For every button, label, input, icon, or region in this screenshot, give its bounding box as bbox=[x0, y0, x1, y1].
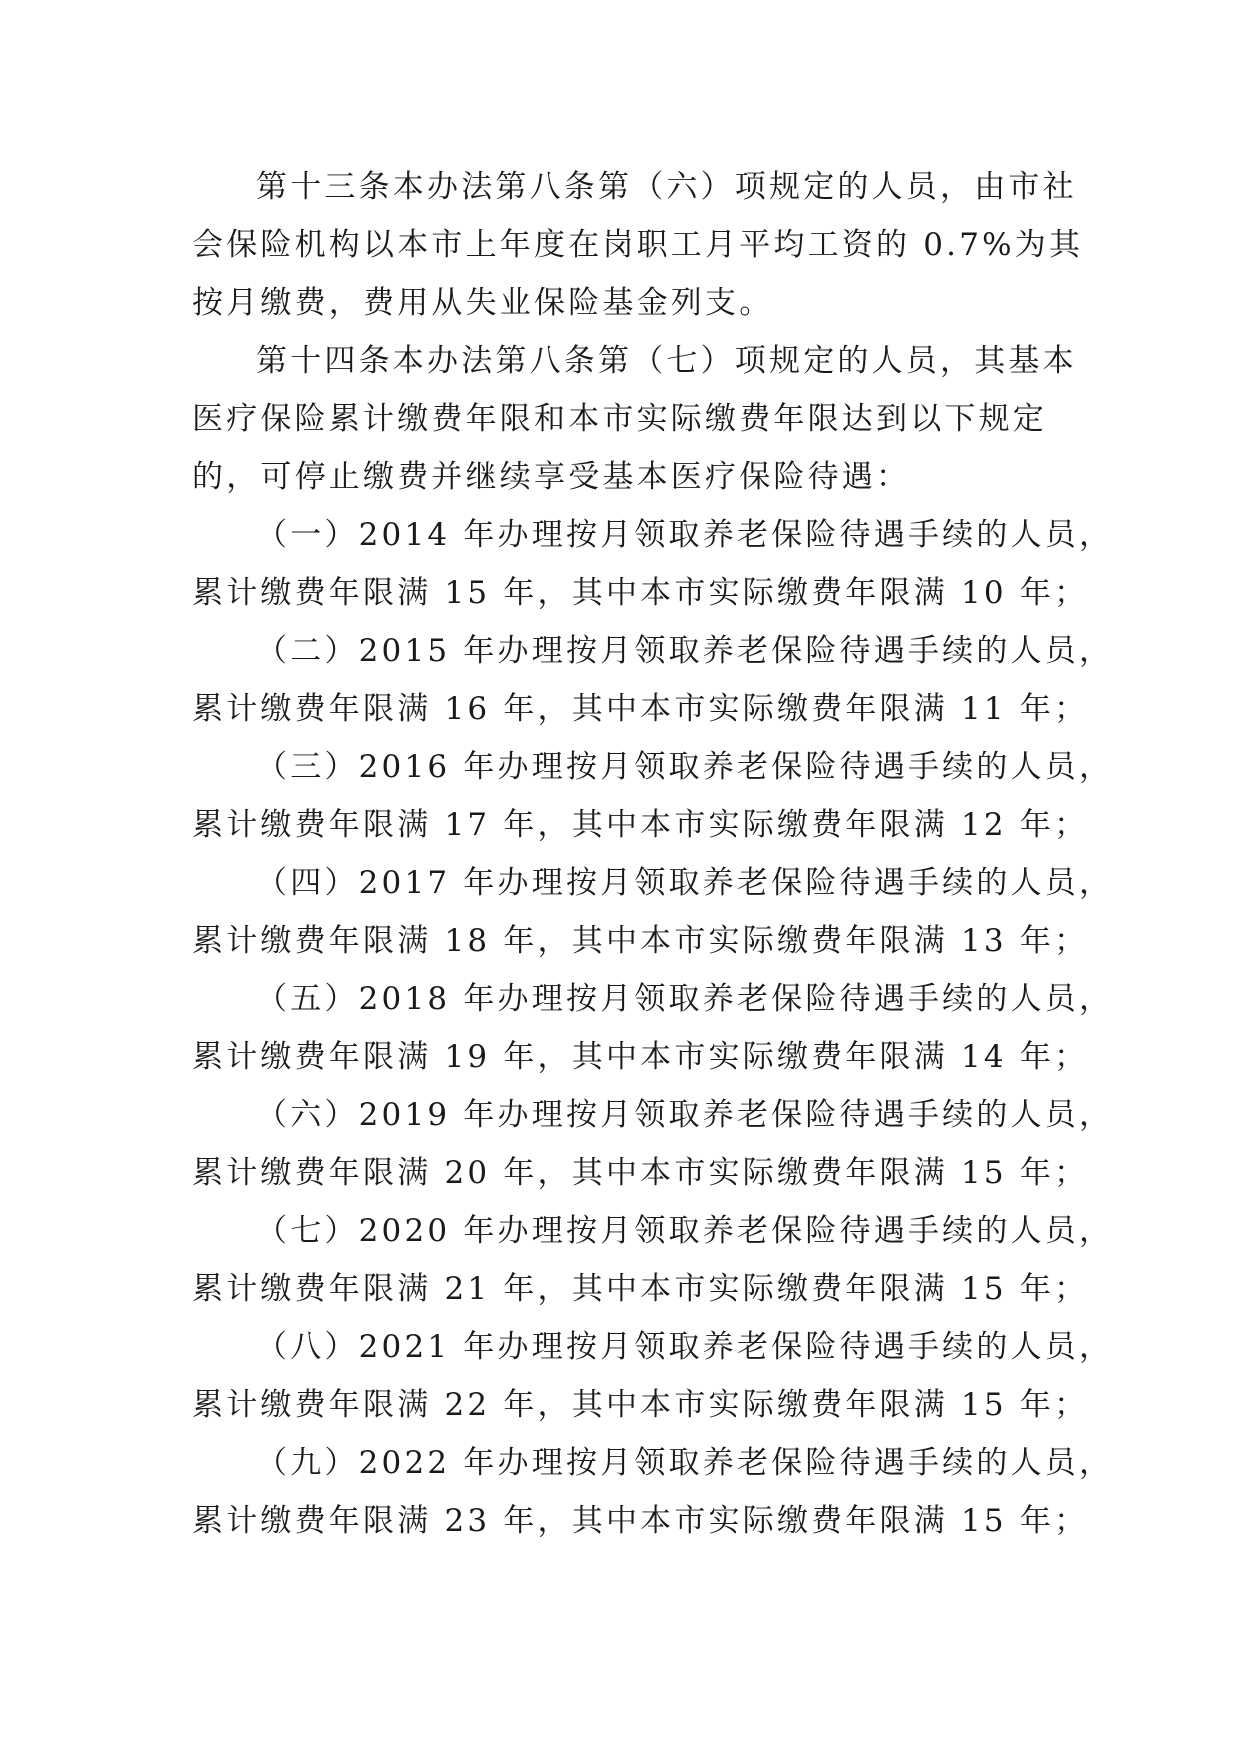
item-2-line-1: （二）2015 年办理按月领取养老保险待遇手续的人员， bbox=[256, 633, 1114, 669]
article-13-line-2: 会保险机构以本市上年度在岗职工月平均工资的 0.7%为其 bbox=[192, 227, 1084, 263]
article-14-line-3: 的，可停止缴费并继续享受基本医疗保险待遇： bbox=[192, 459, 911, 495]
item-1-line-2: 累计缴费年限满 15 年，其中本市实际缴费年限满 10 年； bbox=[192, 575, 1089, 611]
article-14-line-2: 医疗保险累计缴费年限和本市实际缴费年限达到以下规定 bbox=[192, 401, 1047, 437]
article-13-line-1: 第十三条本办法第八条第（六）项规定的人员，由市社 bbox=[256, 169, 1077, 205]
item-1-line-1: （一）2014 年办理按月领取养老保险待遇手续的人员， bbox=[256, 517, 1114, 553]
item-8-line-1: （八）2021 年办理按月领取养老保险待遇手续的人员， bbox=[256, 1329, 1114, 1365]
item-2-line-2: 累计缴费年限满 16 年，其中本市实际缴费年限满 11 年； bbox=[192, 691, 1089, 727]
item-5-line-1: （五）2018 年办理按月领取养老保险待遇手续的人员， bbox=[256, 981, 1114, 1017]
item-7-line-2: 累计缴费年限满 21 年，其中本市实际缴费年限满 15 年； bbox=[192, 1271, 1089, 1307]
article-14-line-1: 第十四条本办法第八条第（七）项规定的人员，其基本 bbox=[256, 343, 1077, 379]
item-3-line-1: （三）2016 年办理按月领取养老保险待遇手续的人员， bbox=[256, 749, 1114, 785]
item-4-line-1: （四）2017 年办理按月领取养老保险待遇手续的人员， bbox=[256, 865, 1114, 901]
item-8-line-2: 累计缴费年限满 22 年，其中本市实际缴费年限满 15 年； bbox=[192, 1387, 1089, 1423]
document-body bbox=[192, 158, 1114, 1550]
item-5-line-2: 累计缴费年限满 19 年，其中本市实际缴费年限满 14 年； bbox=[192, 1039, 1089, 1075]
item-3-line-2: 累计缴费年限满 17 年，其中本市实际缴费年限满 12 年； bbox=[192, 807, 1089, 843]
item-4-line-2: 累计缴费年限满 18 年，其中本市实际缴费年限满 13 年； bbox=[192, 923, 1089, 959]
item-7-line-1: （七）2020 年办理按月领取养老保险待遇手续的人员， bbox=[256, 1213, 1114, 1249]
item-6-line-2: 累计缴费年限满 20 年，其中本市实际缴费年限满 15 年； bbox=[192, 1155, 1089, 1191]
article-13-line-3: 按月缴费，费用从失业保险基金列支。 bbox=[192, 285, 774, 321]
item-6-line-1: （六）2019 年办理按月领取养老保险待遇手续的人员， bbox=[256, 1097, 1114, 1133]
item-9-line-1: （九）2022 年办理按月领取养老保险待遇手续的人员， bbox=[256, 1445, 1114, 1481]
item-9-line-2: 累计缴费年限满 23 年，其中本市实际缴费年限满 15 年； bbox=[192, 1503, 1089, 1539]
